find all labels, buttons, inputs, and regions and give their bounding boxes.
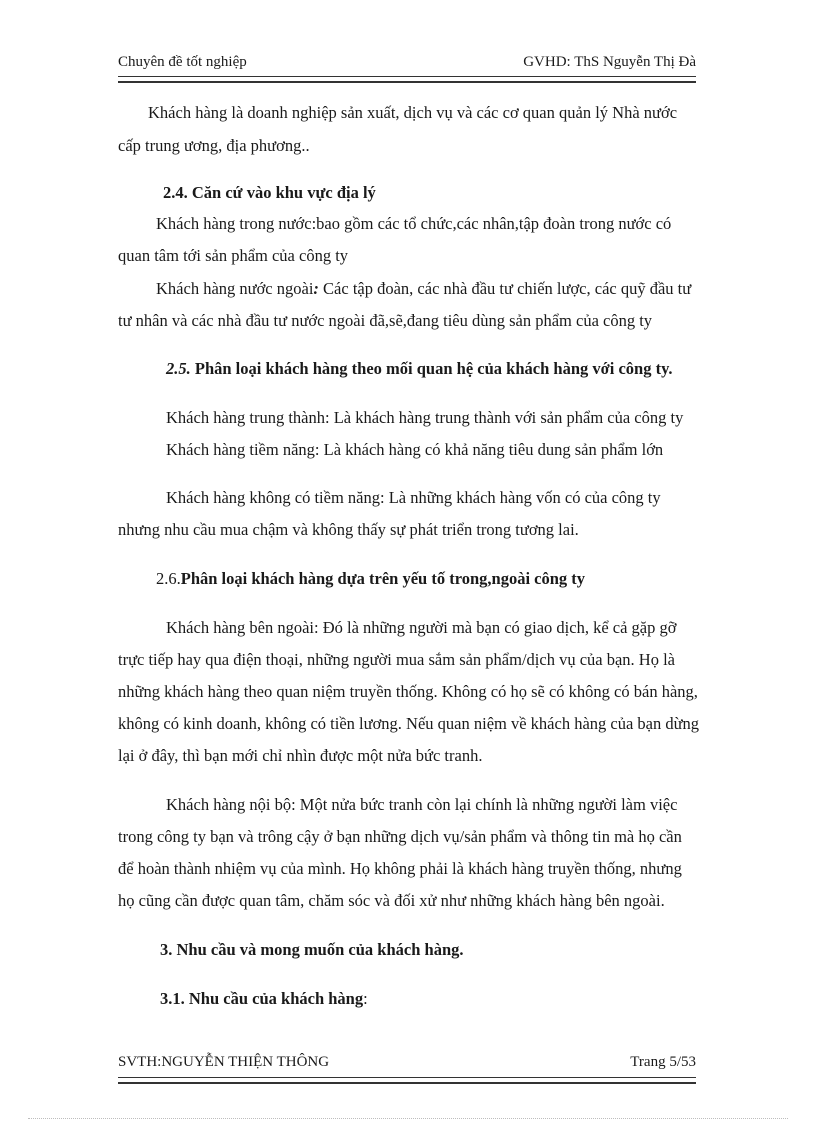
paragraph-line: để hoàn thành nhiệm vụ của mình. Họ không phải là khách hàng truyền thống, nhưng [118, 859, 682, 878]
paragraph-line: Khách hàng không có tiềm năng: Là những khách hàng vốn có của công ty [166, 488, 661, 507]
heading-number: 2.6. [156, 569, 181, 588]
text-run: : [313, 279, 319, 298]
paragraph-line: Khách hàng là doanh nghiệp sản xuất, dịch vụ và các cơ quan quản lý Nhà nước [148, 103, 678, 122]
paragraph-line: cấp trung ương, địa phương.. [118, 136, 310, 155]
heading-number: 3.1. [160, 989, 185, 1008]
paragraph-line: Khách hàng nội bộ: Một nửa bức tranh còn lại chính là những người làm việc [166, 795, 678, 814]
paragraph-line: những khách hàng theo quan niệm truyền thống. Không có họ sẽ có không có bán hàng, [118, 682, 698, 701]
heading-text: Phân loại khách hàng theo mối quan hệ của khách hàng với công ty. [190, 359, 673, 378]
page-number: Trang 5/53 [630, 1054, 696, 1070]
section-heading-2-4: 2.4. Căn cứ vào khu vực địa lý [163, 183, 376, 202]
page-bottom-edge [28, 1118, 788, 1119]
footer-rule [118, 1077, 696, 1084]
heading-text: Nhu cầu của khách hàng [184, 989, 364, 1008]
paragraph-line: Khách hàng tiềm năng: Là khách hàng có khả năng tiêu dung sản phẩm lớn [166, 440, 664, 459]
paragraph-line: quan tâm tới sản phẩm của công ty [118, 246, 349, 265]
heading-text: Phân loại khách hàng dựa trên yếu tố trong,ngoài công ty [180, 569, 586, 588]
header-right-text: GVHD: ThS Nguyễn Thị Đà [523, 54, 696, 70]
page-footer [118, 1052, 696, 1076]
paragraph-line: nhưng nhu cầu mua chậm và không thấy sự phát triển trong tương lai. [118, 520, 579, 539]
paragraph-line: trong công ty bạn và trông cậy ở bạn những dịch vụ/sản phẩm và thông tin mà họ cần [118, 827, 682, 846]
heading-colon: : [363, 989, 368, 1008]
footer-left-text: SVTH:NGUYỄN THIỆN THÔNG [118, 1054, 330, 1070]
paragraph-line: tư nhân và các nhà đầu tư nước ngoài đã,sẽ,đang tiêu dùng sản phẩm của công ty [118, 311, 653, 330]
section-heading-3-1 [160, 988, 368, 1010]
text-run: Khách hàng nước ngoài [156, 279, 314, 298]
paragraph-line: không có kinh doanh, không có tiền lương. Nếu quan niệm về khách hàng của bạn dừng [118, 714, 700, 733]
section-heading-2-5 [166, 358, 673, 380]
paragraph-line: Khách hàng trong nước:bao gồm các tổ chức,các nhân,tập đoàn trong nước có [156, 214, 672, 233]
section-heading-2-6 [156, 568, 585, 590]
paragraph-line [156, 278, 691, 300]
paragraph-line: lại ở đây, thì bạn mới chỉ nhìn được một nửa bức tranh. [118, 746, 483, 765]
header-rule [118, 76, 696, 83]
paragraph-line: Khách hàng bên ngoài: Đó là những người mà bạn có giao dịch, kể cả gặp gỡ [166, 618, 677, 637]
paragraph-line: họ cũng cần được quan tâm, chăm sóc và đối xử như những khách hàng bên ngoài. [118, 891, 665, 910]
page-header [118, 52, 696, 76]
paragraph-line: Khách hàng trung thành: Là khách hàng trung thành với sản phẩm của công ty [166, 408, 684, 427]
header-left-text: Chuyên đề tốt nghiệp [118, 54, 247, 70]
heading-number: 2.5. [166, 359, 191, 378]
section-heading-3: 3. Nhu cầu và mong muốn của khách hàng. [160, 940, 464, 959]
paragraph-line: trực tiếp hay qua điện thoại, những người mua sắm sản phẩm/dịch vụ của bạn. Họ là [118, 650, 676, 669]
text-run: Các tập đoàn, các nhà đầu tư chiến lược, các quỹ đầu tư [318, 279, 692, 298]
